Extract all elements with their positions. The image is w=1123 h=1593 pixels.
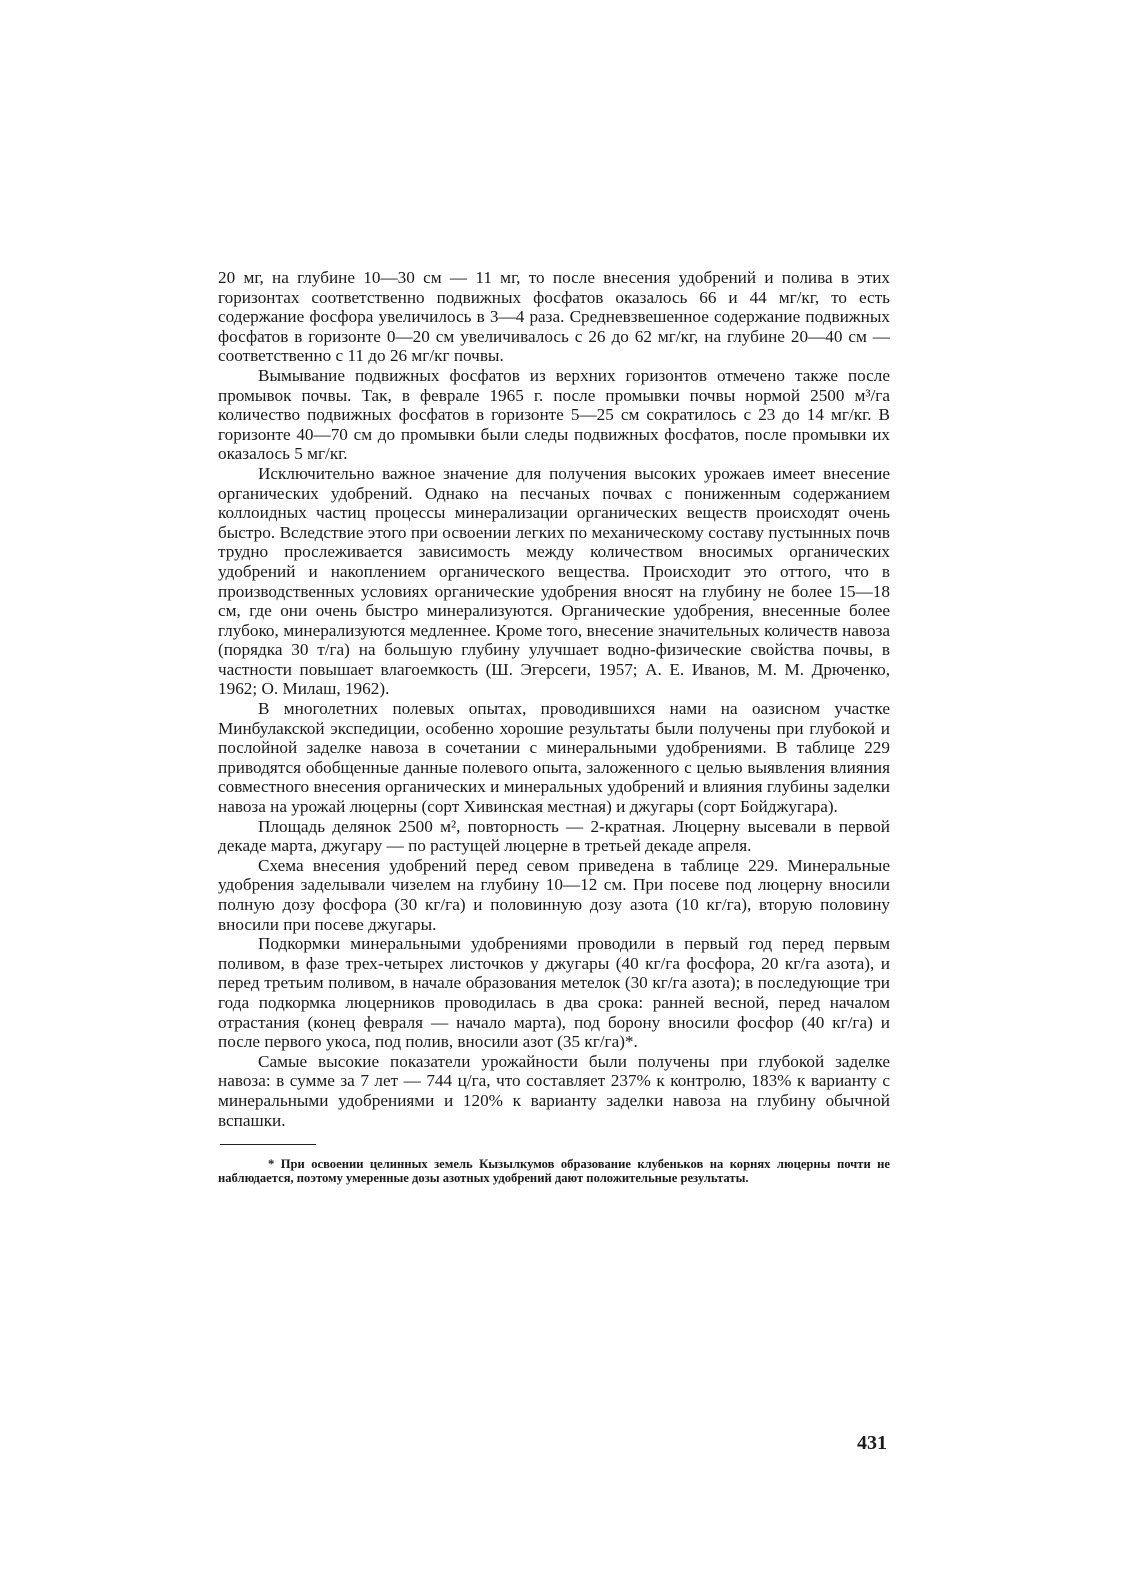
paragraph-4: В многолетних полевых опытах, проводившихся нами на оазисном участке Минбулакской экспедиции, особенно хорошие результаты были получены при глубокой и послойной заделке навоза в сочетании с минеральными удобрениями. В таблице 229 приводятся обобщенные данные полевого опыта, заложенного с целью выявления влияния совместного внесения органических и минеральных удобрений и влияния глубины заделки навоза на урожай люцерны (сорт Хивинская местная) и джугары (сорт Бойджугара). [218, 699, 890, 817]
page-number: 431 [857, 1432, 887, 1454]
paragraph-6: Схема внесения удобрений перед севом приведена в таблице 229. Минеральные удобрения заделывали чизелем на глубину 10—12 см. При посеве под люцерну вносили полную дозу фосфора (30 кг/га) и половинную дозу азота (10 кг/га), вторую половину вносили при посеве джугары. [218, 855, 890, 934]
footnote: * При освоении целинных земель Кызылкумов образование клубеньков на корнях люцерны почти не наблюдается, поэтому умеренные дозы азотных удобрений дают положительные результаты. [218, 1157, 890, 1186]
paragraph-8: Самые высокие показатели урожайности были получены при глубокой заделке навоза: в сумме за 7 лет — 744 ц/га, что составляет 237% к контролю, 183% к варианту с минеральными удобрениями и 120% к варианту заделки навоза на глубину обычной вспашки. [218, 1051, 890, 1130]
paragraph-2: Вымывание подвижных фосфатов из верхних горизонтов отмечено также после промывок почвы. Так, в феврале 1965 г. после промывки почвы нормой 2500 м³/га количество подвижных фосфатов в горизонте 5—25 см сократилось с 23 до 14 мг/кг. В горизонте 40—70 см до промывки были следы подвижных фосфатов, после промывки их оказалось 5 мг/кг. [218, 365, 890, 464]
paragraph-3: Исключительно важное значение для получения высоких урожаев имеет внесение органических удобрений. Однако на песчаных почвах с пониженным содержанием коллоидных частиц процессы минерализации органических веществ происходят очень быстро. Вследствие этого при освоении легких по механическому составу пустынных почв трудно прослеживается зависимость между количеством вносимых органических удобрений и накоплением органического вещества. Происходит это оттого, что в производственных условиях органические удобрения вносят на глубину не более 15—18 см, где они очень быстро минерализуются. Органические удобрения, внесенные более глубоко, минерализуются медленнее. Кроме того, внесение значительных количеств навоза (порядка 30 т/га) на большую глубину улучшает водно-физические свойства почвы, в частности повышает влагоемкость (Ш. Эгерсеги, 1957; А. Е. Иванов, М. М. Дрюченко, 1962; О. Милаш, 1962). [218, 463, 890, 699]
paragraph-1: 20 мг, на глубине 10—30 см — 11 мг, то после внесения удобрений и полива в этих горизонтах соответственно подвижных фосфатов оказалось 66 и 44 мг/кг, то есть содержание фосфора увеличилось в 3—4 раза. Средневзвешенное содержание подвижных фосфатов в горизонте 0—20 см увеличивалось с 26 до 62 мг/кг, на глубине 20—40 см — соответственно с 11 до 26 мг/кг почвы. [218, 268, 890, 366]
paragraph-7: Подкормки минеральными удобрениями проводили в первый год перед первым поливом, в фазе трех-четырех листочков у джугары (40 кг/га фосфора, 20 кг/га азота), и перед третьим поливом, в начале образования метелок (30 кг/га азота); в последующие три года подкормка люцерников проводилась в два срока: ранней весной, перед началом отрастания (конец февраля — начало марта), под борону вносили фосфор (40 кг/га) и после первого укоса, под полив, вносили азот (35 кг/га)*. [218, 934, 890, 1052]
footnote-divider [220, 1144, 316, 1145]
paragraph-5: Площадь делянок 2500 м², повторность — 2-кратная. Люцерну высевали в первой декаде марта, джугару — по растущей люцерне в третьей декаде апреля. [218, 816, 890, 856]
page-body [218, 268, 890, 1186]
